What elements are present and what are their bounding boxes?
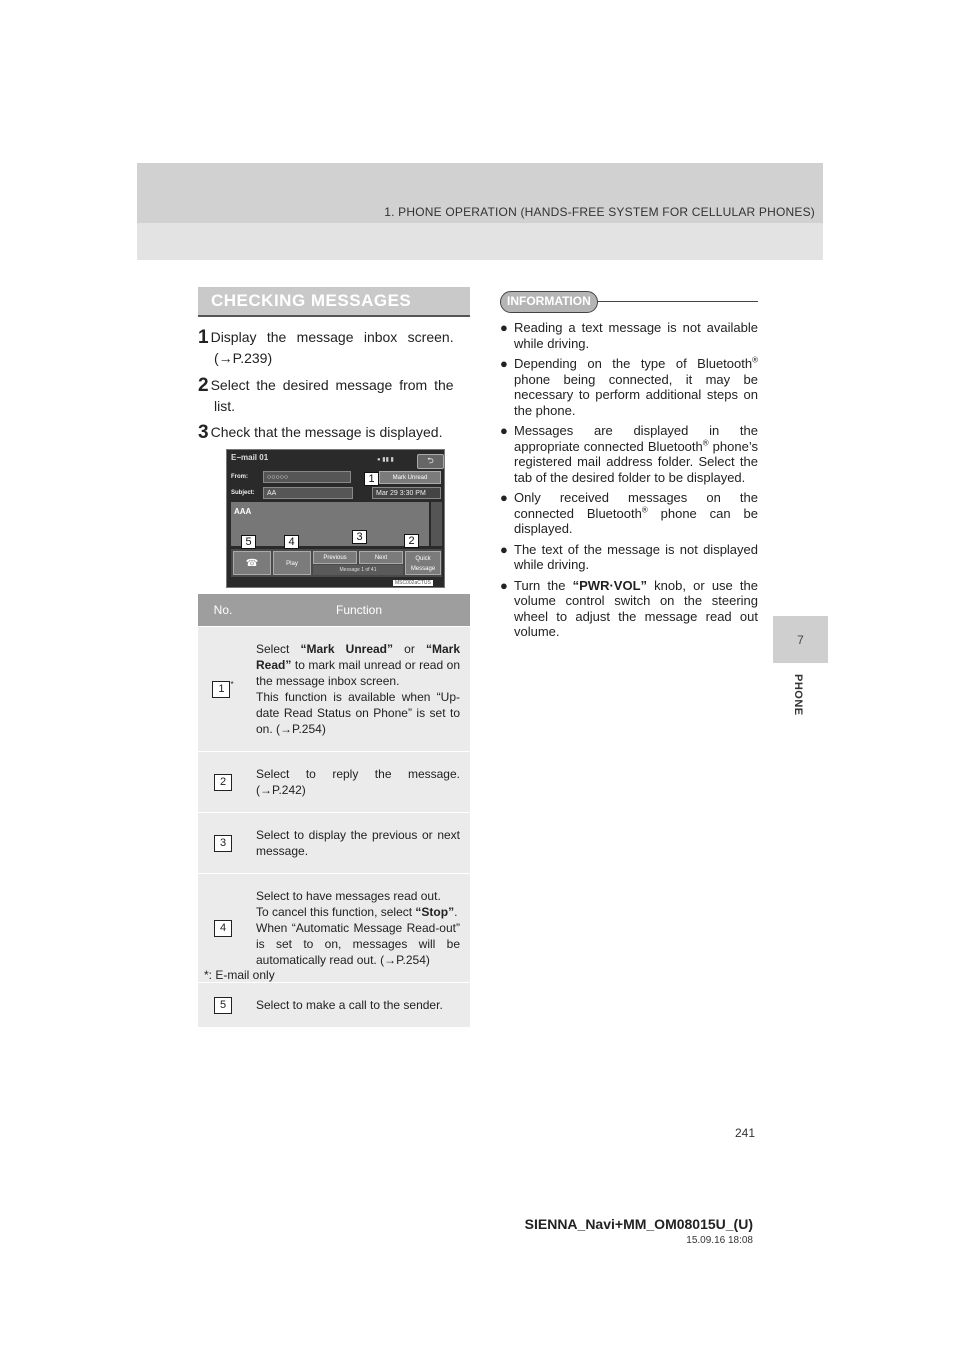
- registered-mark: ®: [702, 438, 709, 448]
- step-text: Display the message inbox screen.: [210, 329, 454, 345]
- page-number: 241: [735, 1126, 756, 1140]
- item-text: Turn the: [514, 577, 573, 593]
- callout-2: 2: [404, 534, 419, 548]
- scrollbar: [431, 502, 442, 546]
- table-footnote: *: E-mail only: [204, 968, 275, 982]
- text-fragment: Select to have messages read out.: [256, 889, 441, 903]
- text-fragment: This function is available when “Up-date Read Status on Phone” is set to on. (→P.254): [256, 690, 460, 736]
- callout-4: 4: [284, 535, 299, 549]
- number-box: 4: [214, 920, 232, 937]
- row-function-cell: Select to reply the message. (→P.242): [248, 752, 470, 813]
- pwr-vol-term: “PWR·VOL”: [572, 577, 648, 593]
- registered-mark: ®: [752, 355, 758, 365]
- subject-field: AA: [263, 487, 353, 499]
- step-3: [198, 422, 470, 443]
- callout-5: 5: [241, 535, 256, 549]
- row-function-cell: [248, 627, 470, 752]
- step-text: Check that the message is displayed.: [210, 424, 443, 440]
- text-fragment: .: [454, 905, 458, 919]
- item-text: Only received messages on the connected Bluetooth: [514, 490, 758, 521]
- callout-3: 3: [352, 530, 367, 544]
- step-2: [198, 375, 470, 416]
- screen-title: E−mail 01: [231, 453, 269, 462]
- list-item: [500, 542, 758, 573]
- next-button: Next: [359, 551, 403, 564]
- information-badge: INFORMATION: [500, 291, 598, 313]
- table-row: [198, 627, 470, 752]
- item-text: phone can be displayed.: [514, 505, 758, 536]
- chapter-number-tab: [773, 616, 828, 663]
- message-counter: Message 1 of 41: [313, 565, 403, 575]
- row-number-cell: [198, 983, 248, 1028]
- chapter-number: 7: [797, 632, 804, 647]
- message-screen-illustration: [226, 449, 445, 588]
- row-number-cell: [198, 874, 248, 983]
- row-function-cell: [248, 874, 470, 983]
- subject-label: Subject:: [231, 490, 255, 496]
- mark-read-term: “Mark Read”: [256, 642, 460, 672]
- table-header-row: [198, 594, 470, 627]
- document-id: SIENNA_Navi+MM_OM08015U_(U): [524, 1216, 753, 1232]
- list-item: [500, 356, 758, 418]
- column-header-no: No.: [198, 594, 248, 627]
- table-row: [198, 813, 470, 874]
- from-field: ○○○○○: [263, 471, 351, 483]
- message-body: [231, 502, 429, 546]
- row-number-cell: [198, 813, 248, 874]
- chapter-side-label: [790, 674, 810, 734]
- text-fragment: To cancel this function, select: [256, 905, 416, 919]
- stop-term: “Stop”: [415, 905, 455, 919]
- text-fragment: When “Automatic Message Read-out” is set to on, messages will be automatically read out. (→P.254): [256, 921, 460, 967]
- mark-unread-button: Mark Unread: [379, 471, 441, 484]
- row-function-cell: Select to make a call to the sender.: [248, 983, 470, 1028]
- step-text: Select the desired message from the: [210, 377, 454, 393]
- quick-message-button: Quick Message: [405, 551, 441, 575]
- registered-mark: ®: [641, 505, 648, 515]
- number-box: 3: [214, 835, 232, 852]
- asterisk: *: [230, 680, 234, 689]
- item-text: The text of the message is not displayed while driving.: [514, 541, 758, 572]
- document-date: 15.09.16 18:08: [686, 1235, 753, 1246]
- table-row: [198, 752, 470, 813]
- number-box: 2: [214, 774, 232, 791]
- message-date: Mar 29 3:30 PM: [372, 487, 441, 499]
- row-number-cell: [198, 627, 248, 752]
- number-box: 5: [214, 997, 232, 1014]
- mark-unread-term: “Mark Unread”: [300, 642, 394, 656]
- item-text: phone’s registered mail address folder. Select the tab of the desired folder to be displayed.: [514, 438, 758, 485]
- table-row: [198, 983, 470, 1028]
- step-1: [198, 327, 470, 368]
- function-table: [198, 594, 470, 1027]
- chapter-header-title: 1. PHONE OPERATION (HANDS-FREE SYSTEM FOR CELLULAR PHONES): [384, 205, 815, 219]
- list-item: [500, 490, 758, 537]
- column-header-function: Function: [248, 594, 470, 627]
- step-number: 2: [198, 375, 209, 396]
- item-text: Depending on the type of Bluetooth: [514, 356, 753, 371]
- illustration-code: MSC002aCTUS: [395, 580, 431, 586]
- list-item: [500, 578, 758, 640]
- row-function-cell: Select to display the previous or next message.: [248, 813, 470, 874]
- callout-1: 1: [364, 472, 379, 486]
- list-item: [500, 423, 758, 485]
- text-fragment: Select: [256, 642, 301, 656]
- item-text: Messages are displayed in the appropriate connected Bluetooth: [514, 423, 758, 454]
- text-fragment: or: [393, 642, 426, 656]
- text-fragment: to mark mail unread or read on the message inbox screen.: [256, 658, 460, 688]
- item-text: Reading a text message is not available while driving.: [514, 320, 758, 351]
- call-icon: ☎: [233, 551, 271, 575]
- section-title: CHECKING MESSAGES: [198, 287, 470, 317]
- status-indicators-icon: ● ▮▮ ▮: [377, 457, 394, 463]
- item-text: knob, or use the volume control switch on the steering wheel to adjust the message read out volume.: [514, 577, 759, 639]
- information-list: [500, 320, 758, 645]
- row-number-cell: [198, 752, 248, 813]
- message-body-text: AAA: [234, 507, 252, 516]
- play-button: Play: [273, 551, 311, 575]
- number-box: 1: [212, 681, 230, 698]
- back-icon: ⮌: [417, 454, 444, 469]
- item-text: phone being connected, it may be necessary to perform additional steps on the phone.: [514, 371, 758, 418]
- table-row: [198, 874, 470, 983]
- list-item: [500, 320, 758, 351]
- information-header: [500, 291, 758, 313]
- step-text-continued: (→P.239): [214, 350, 273, 366]
- step-number: 1: [198, 327, 209, 348]
- chapter-label-text: PHONE: [792, 674, 804, 716]
- previous-button: Previous: [313, 551, 357, 564]
- from-label: From:: [231, 474, 248, 480]
- step-number: 3: [198, 422, 209, 443]
- step-text-continued: list.: [214, 398, 235, 414]
